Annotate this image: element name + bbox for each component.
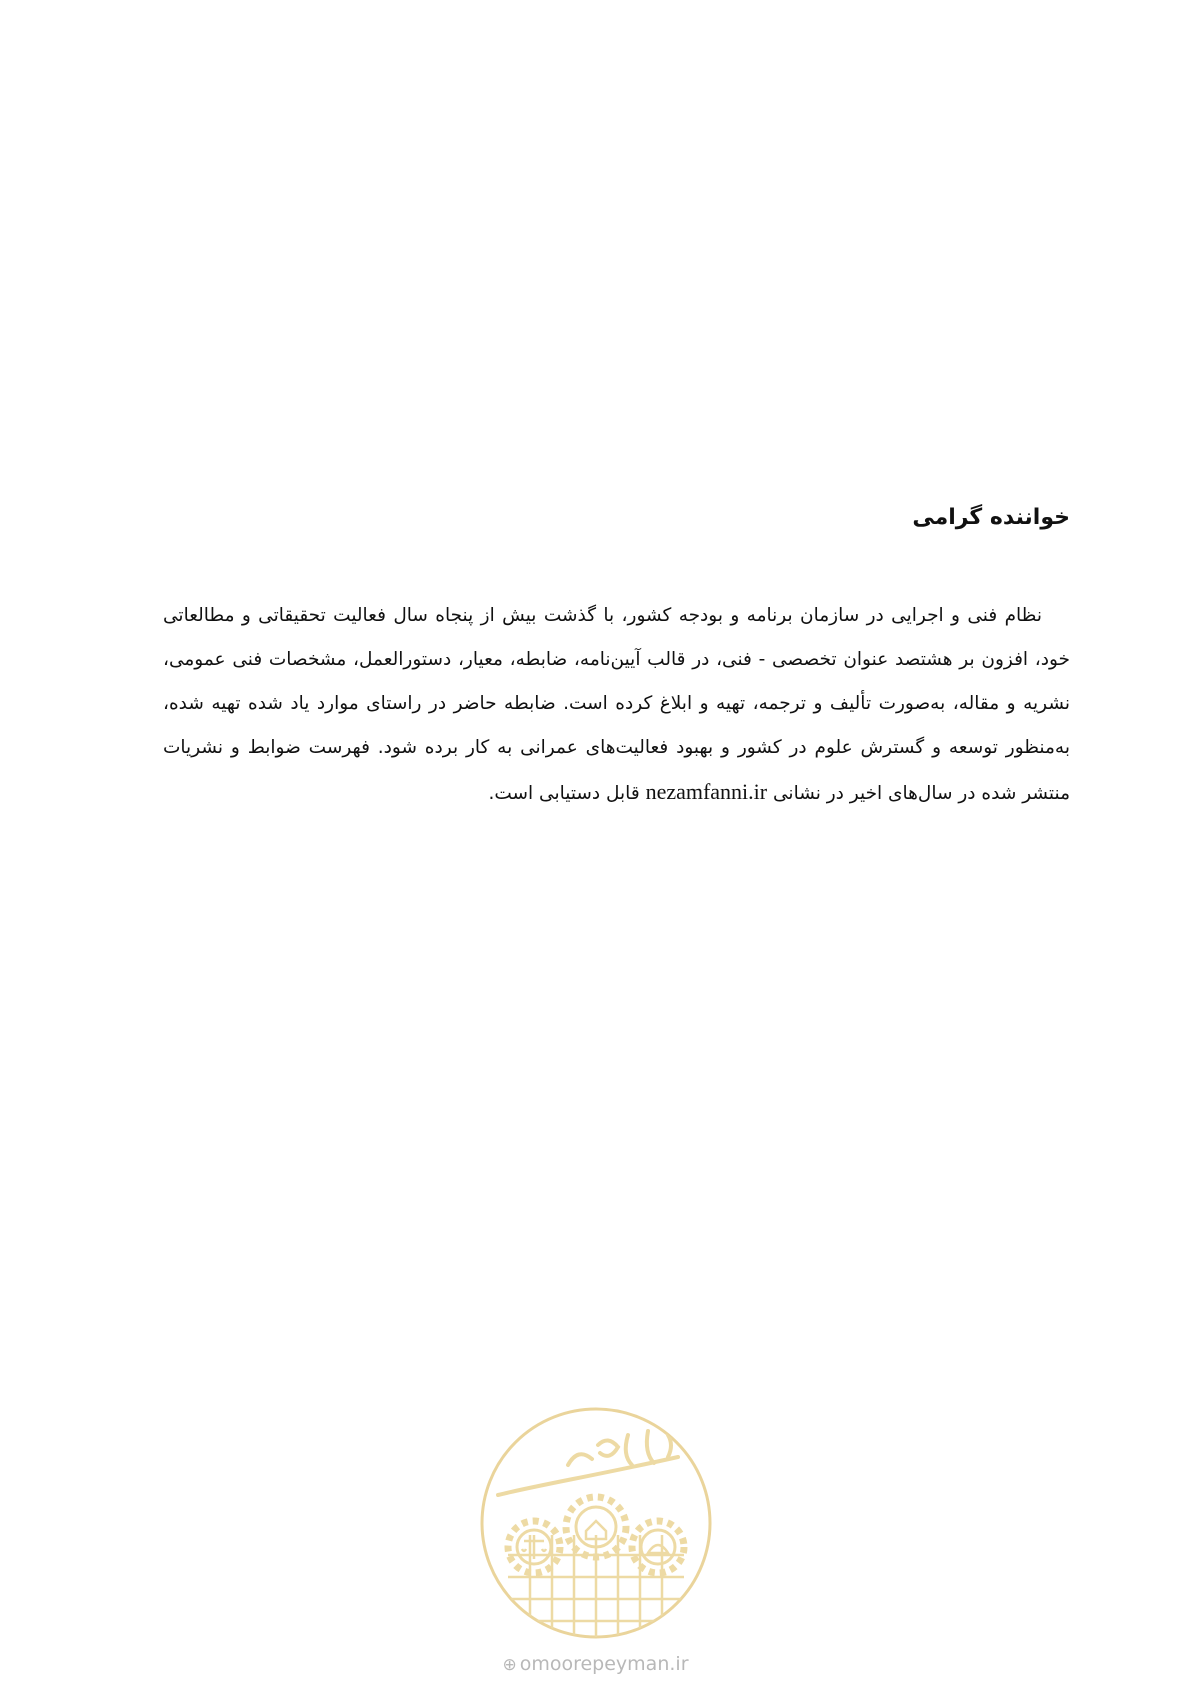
watermark-url-text: omoorepeyman.ir: [519, 1653, 689, 1675]
globe-icon: ⊕: [502, 1655, 517, 1675]
watermark-url: [0, 1652, 1191, 1677]
body-paragraph: [163, 594, 1070, 816]
page-heading: خواننده گرامی: [912, 505, 1070, 530]
paragraph-text-part2: قابل دستیابی است.: [488, 783, 646, 804]
website-link[interactable]: nezamfanni.ir: [645, 779, 768, 804]
paragraph-text-part1: نظام فنی و اجرایی در سازمان برنامه و بودجه کشور، با گذشت بیش از پنجاه سال فعالیت تحقیقاتی و مطالعاتی خود، افزون بر هشتصد عنوان تخصصی - فنی، در قالب آیین‌نامه، ضابطه، معیار، دستورالعمل، مشخصات فنی عمومی، نشریه و مقاله، به‌صورت تألیف و ترجمه، تهیه و ابلاغ کرده است. ضابطه حاضر در راستای موارد یاد شده تهیه شده، به‌منظور توسعه و گسترش علوم در کشور و بهبود فعالیت‌های عمرانی به کار برده شود. فهرست ضوابط و نشریات منتشر شده در سال‌های اخیر در نشانی: [163, 605, 1070, 804]
omoorepeyman-seal-icon: [478, 1405, 714, 1641]
